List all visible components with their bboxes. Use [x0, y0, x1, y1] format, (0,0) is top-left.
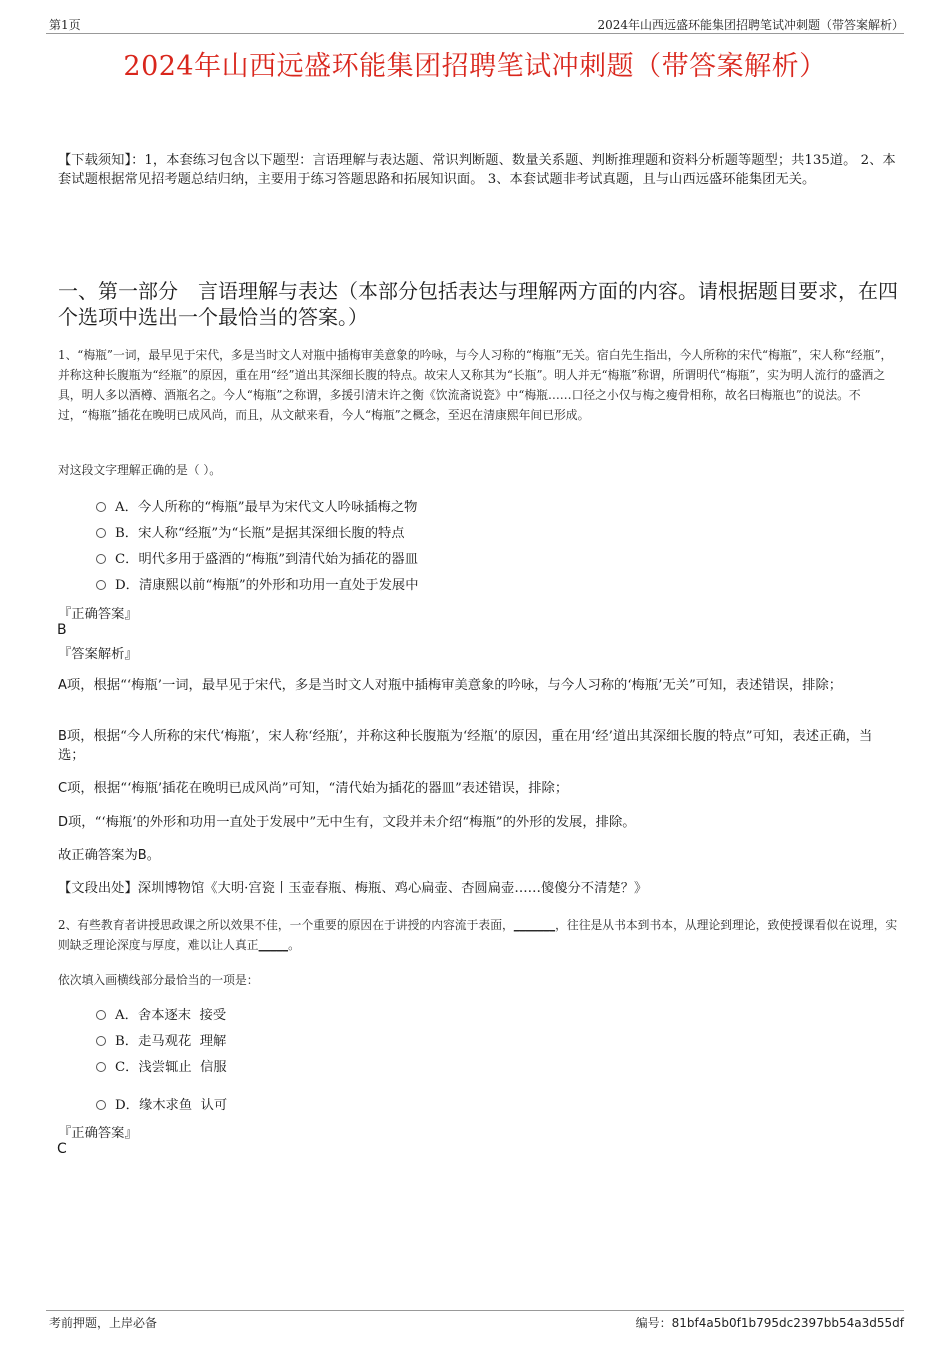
question-2-option-a[interactable] [96, 1003, 226, 1023]
question-2-text-2: ，往往是从书本到书本，从理论到理论，致使授课看似在说理，实则缺乏理论深度与厚度，难以让人真正 [58, 918, 898, 952]
question-2-prompt: 依次填入画横线部分最恰当的一项是： [58, 973, 259, 987]
conclusion-answer: B [137, 848, 147, 863]
radio-icon[interactable] [96, 554, 106, 564]
option-label: B．宋人称“经瓶”为“长瓶”是据其深细长腹的特点 [115, 525, 405, 541]
question-1-conclusion [58, 846, 882, 865]
document-title: 2024年山西远盛环能集团招聘笔试冲刺题（带答案解析） [123, 51, 827, 82]
question-2-option-d[interactable] [96, 1093, 227, 1113]
footer-slogan: 考前押题，上岸必备 [49, 1316, 158, 1330]
analysis-item-a [58, 676, 882, 695]
question-1-answer-label: 『正确答案』 [58, 607, 138, 622]
question-1-source: 【文段出处】深圳博物馆《大明·宫瓷丨玉壶春瓶、梅瓶、鸡心扁壶、杏圆扁壶……傻傻分不清楚？》 [58, 881, 648, 896]
question-2-passage [58, 915, 900, 955]
analysis-lead: B [58, 729, 67, 744]
radio-icon[interactable] [96, 528, 106, 538]
question-2-text-1: 2、有些教育者讲授思政课之所以效果不佳，一个重要的原因在于讲授的内容流于表面， [58, 918, 514, 932]
radio-icon[interactable] [96, 1100, 106, 1110]
analysis-lead: C [58, 781, 68, 796]
fill-blank-2: _____ [258, 938, 289, 952]
option-label: C．浅尝辄止 信服 [115, 1059, 227, 1075]
header-doc-title: 2024年山西远盛环能集团招聘笔试冲刺题（带答案解析） [597, 18, 904, 32]
footer-code [636, 1314, 904, 1331]
question-1-passage: 1、“梅瓶”一词，最早见于宋代，多是当时文人对瓶中插梅审美意象的吟咏，与今人习称的“梅瓶”无关。宿白先生指出，今人所称的宋代“梅瓶”，宋人称“经瓶”，并称这种长腹瓶为“经瓶”的原因，重在用“经”道出其深细长腹的特点。故宋人又称其为“长瓶”。明人并无“梅瓶”称谓，所谓明代“梅瓶”，实为明人流行的盛酒之具，明人多以酒樽、酒瓶名之。今人“梅瓶”之称谓，多援引清末许之衡《饮流斋说瓷》中“梅瓶……口径之小仅与梅之瘦骨相称，故名曰梅瓶也”的说法。不过，“梅瓶”插花在晚明已成风尚，而且，从文献来看，今人“梅瓶”之概念，至迟在清康熙年间已形成。 [58, 348, 893, 422]
footer-rule [46, 1310, 904, 1311]
footer-code-label: 编号： [635, 1316, 672, 1330]
conclusion-suffix: 。 [146, 848, 160, 863]
header-rule [46, 33, 904, 34]
question-1-option-c[interactable] [96, 547, 418, 567]
analysis-text: 项，根据“今人所称的宋代‘梅瓶’，宋人称‘经瓶’，并称这种长腹瓶为‘经瓶’的原因，重在用‘经’道出其深细长腹的特点”可知，表述正确，当选； [58, 729, 873, 763]
option-label: B．走马观花 理解 [115, 1033, 227, 1049]
footer-code-value: 81bf4a5b0f1b795dc2397bb54a3d55df [671, 1316, 904, 1330]
analysis-item-d [58, 813, 882, 832]
download-notice: 【下载须知】：1，本套练习包含以下题型：言语理解与表达题、常识判断题、数量关系题、判断推理题和资料分析题等题型；共135道。 2、本套试题根据常见招考题总结归纳，主要用于练习答题思路和拓展知识面。 3、本套试题非考试真题，且与山西远盛环能集团无关。 [58, 153, 896, 187]
analysis-lead: A [58, 678, 67, 693]
radio-icon[interactable] [96, 1062, 106, 1072]
radio-icon[interactable] [96, 580, 106, 590]
analysis-item-c [58, 779, 882, 798]
option-label: D．缘木求鱼 认可 [115, 1097, 228, 1113]
question-2-option-b[interactable] [96, 1029, 226, 1049]
analysis-text: 项，“‘梅瓶’的外形和功用一直处于发展中”无中生有，文段并未介绍“梅瓶”的外形的发展，排除。 [68, 815, 636, 830]
radio-icon[interactable] [96, 1010, 106, 1020]
question-1-option-a[interactable] [96, 495, 417, 515]
option-label: A．舍本逐末 接受 [115, 1007, 227, 1023]
analysis-text: 项，根据“‘梅瓶’插花在晚明已成风尚”可知，“清代始为插花的器皿”表述错误，排除； [67, 781, 569, 796]
question-2-answer-label: 『正确答案』 [58, 1126, 138, 1141]
analysis-item-b [58, 727, 882, 765]
question-1-analysis-label: 『答案解析』 [58, 647, 138, 662]
conclusion-prefix: 故正确答案为 [58, 848, 138, 863]
question-2-option-c[interactable] [96, 1055, 227, 1075]
question-2-text-3: 。 [288, 938, 300, 952]
question-1-answer: B [57, 622, 67, 638]
question-2-answer: C [57, 1141, 67, 1157]
fill-blank-1: _______ [513, 918, 556, 932]
option-label: C．明代多用于盛酒的“梅瓶”到清代始为插花的器皿 [115, 551, 419, 567]
radio-icon[interactable] [96, 1036, 106, 1046]
analysis-text: 项，根据“‘梅瓶’一词，最早见于宋代，多是当时文人对瓶中插梅审美意象的吟咏，与今人习称的‘梅瓶’无关”可知，表述错误，排除； [66, 678, 843, 693]
option-label: D．清康熙以前“梅瓶”的外形和功用一直处于发展中 [115, 577, 419, 593]
page-number: 第1页 [49, 18, 81, 32]
option-label: A．今人所称的“梅瓶”最早为宋代文人吟咏插梅之物 [115, 499, 418, 515]
question-1-option-b[interactable] [96, 521, 405, 541]
question-1-prompt: 对这段文字理解正确的是（ ）。 [58, 463, 222, 477]
question-1-option-d[interactable] [96, 573, 419, 593]
section-heading: 一、第一部分 言语理解与表达（本部分包括表达与理解两方面的内容。请根据题目要求，在四个选项中选出一个最恰当的答案。） [58, 279, 898, 329]
analysis-lead: D [58, 815, 69, 830]
radio-icon[interactable] [96, 502, 106, 512]
